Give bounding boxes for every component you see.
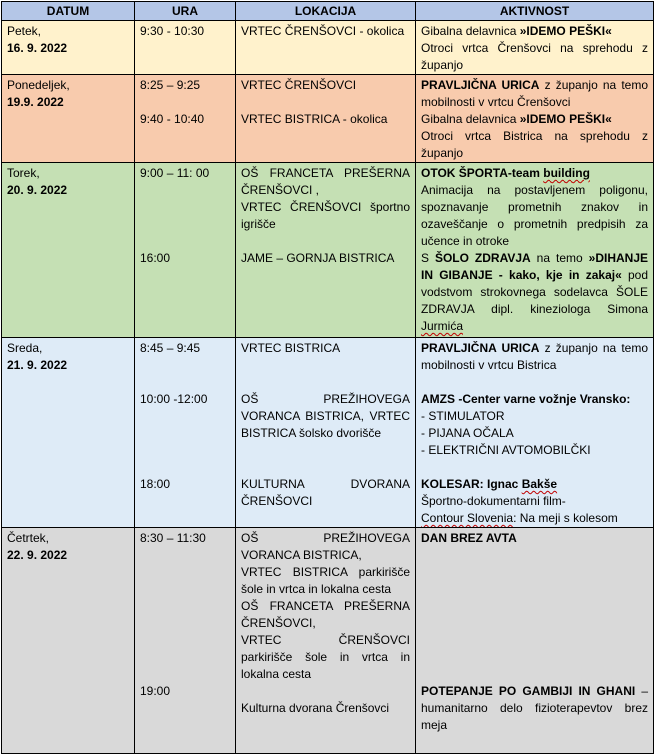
- time-text: 19:00: [140, 684, 171, 698]
- header-row: [2, 2, 654, 21]
- activity-text: PRAVLJIČNA URICA z županjo na temo mobilnosti v vrtcu Bistrica: [421, 341, 649, 372]
- location-text: Kulturna dvorana Črenšovci: [241, 701, 390, 715]
- time-text: 18:00: [140, 477, 171, 491]
- date-cell: [2, 338, 135, 528]
- activity-text: KOLESAR: Ignac Bakše: [421, 477, 558, 491]
- activity-text: PRAVLJIČNA URICA z županjo na temo mobilnosti v vrtcu Črenšovci: [421, 78, 649, 109]
- activity-cell: [416, 163, 654, 338]
- location-text: OŠ PREŽIHOVEGA VORANCA BISTRICA, VRTEC BISTRICA parkirišče šole in vrtca in lokalna cesta OŠ FRANCETA PREŠERNA ČRENŠOVCI, VRTEC ČRENŠOVCI parkirišče šole in vrtca in lokalna cesta: [241, 531, 410, 681]
- location-cell: [236, 338, 416, 528]
- date-cell: [2, 75, 135, 163]
- time-text: 10:00 -12:00: [140, 392, 208, 406]
- activity-text: Contour Slovenia: Na meji s kolesom: [421, 511, 618, 525]
- day-date: 21. 9. 2022: [7, 358, 68, 372]
- list-item: - STIMULATOR: [421, 409, 505, 423]
- list-item: - ELEKTRIČNI AVTOMOBILČKI: [421, 443, 591, 457]
- time-text: 9:00 – 11: 00: [140, 166, 210, 180]
- activity-cell: [416, 338, 654, 528]
- time-text: 8:25 – 9:25: [140, 78, 201, 92]
- day-date: 22. 9. 2022: [7, 548, 68, 562]
- activity-cell: [416, 528, 654, 754]
- table-row: [2, 75, 654, 163]
- activity-text: S ŠOLO ZDRAVJA na temo »DIHANJE IN GIBANJE - kako, kje in zakaj« pod vodstvom strokovnega sodelavca ŠOLE ZDRAVJA dipl. kineziologa Simona Jurmića: [421, 251, 648, 333]
- day-name: Torek,: [7, 166, 40, 180]
- header-lokacija: LOKACIJA: [236, 2, 416, 21]
- activity-text: Gibalna delavnica »IDEMO PEŠKI«: [421, 24, 612, 38]
- location-cell: [236, 21, 416, 75]
- time-cell: [135, 21, 236, 75]
- location-text: VRTEC ČRENŠOVCI: [241, 78, 357, 92]
- activity-text: OTOK ŠPORTA-team building: [421, 166, 590, 180]
- location-cell: [236, 528, 416, 754]
- time-text: 9:40 - 10:40: [140, 112, 205, 126]
- location-cell: [236, 75, 416, 163]
- date-cell: [2, 163, 135, 338]
- activity-text: POTEPANJE PO GAMBIJI IN GHANI – humanitarno delo fizioterapevtov brez meja: [421, 684, 648, 732]
- location-text: VRTEC BISTRICA - okolica: [241, 112, 388, 126]
- header-ura: URA: [135, 2, 236, 21]
- activity-cell: [416, 21, 654, 75]
- location-text: OŠ FRANCETA PREŠERNA ČRENŠOVCI , VRTEC ČRENŠOVCI športno igrišče: [241, 166, 410, 231]
- day-name: Četrtek,: [7, 531, 50, 545]
- table-row: [2, 21, 654, 75]
- time-cell: [135, 528, 236, 754]
- activity-text: Animacija na postavljenem poligonu, spoznavanje prometnih znakov in ozaveščanje o prometnih predpisih za učence in otroke: [421, 183, 648, 248]
- activity-text: Gibalna delavnica »IDEMO PEŠKI«: [421, 112, 612, 126]
- day-date: 19.9. 2022: [7, 95, 64, 109]
- schedule-table: [1, 1, 654, 754]
- location-text: JAME – GORNJA BISTRICA: [241, 251, 395, 265]
- time-text: 9:30 - 10:30: [140, 24, 205, 38]
- time-cell: [135, 75, 236, 163]
- location-text: VRTEC ČRENŠOVCI - okolica: [241, 24, 405, 38]
- time-text: 8:45 – 9:45: [140, 341, 201, 355]
- activity-text: DAN BREZ AVTA: [421, 531, 517, 545]
- date-cell: [2, 21, 135, 75]
- time-cell: [135, 338, 236, 528]
- location-text: KULTURNA DVORANA ČRENŠOVCI: [241, 477, 410, 508]
- table-row: [2, 528, 654, 754]
- day-date: 20. 9. 2022: [7, 183, 68, 197]
- table-row: [2, 163, 654, 338]
- activity-text: AMZS -Center varne vožnje Vransko:: [421, 392, 631, 406]
- location-text: VRTEC BISTRICA: [241, 341, 341, 355]
- activity-text: Športno-dokumentarni film-: [421, 494, 566, 508]
- table-row: [2, 338, 654, 528]
- time-cell: [135, 163, 236, 338]
- day-date: 16. 9. 2022: [7, 41, 68, 55]
- time-text: 16:00: [140, 251, 171, 265]
- activity-text: Otroci vrtca Bistrica na sprehodu z županjo: [421, 129, 648, 160]
- location-text: OŠ PREŽIHOVEGA VORANCA BISTRICA, VRTEC BISTRICA šolsko dvorišče: [241, 392, 410, 440]
- activity-cell: [416, 75, 654, 163]
- time-text: 8:30 – 11:30: [140, 531, 206, 545]
- day-name: Sreda,: [7, 341, 43, 355]
- date-cell: [2, 528, 135, 754]
- list-item: - PIJANA OČALA: [421, 426, 514, 440]
- activity-text: Otroci vrtca Črenšovci na sprehodu z županjo: [421, 41, 648, 72]
- day-name: Ponedeljek,: [7, 78, 70, 92]
- header-datum: DATUM: [2, 2, 135, 21]
- header-aktivnost: AKTIVNOST: [416, 2, 654, 21]
- location-cell: [236, 163, 416, 338]
- day-name: Petek,: [7, 24, 42, 38]
